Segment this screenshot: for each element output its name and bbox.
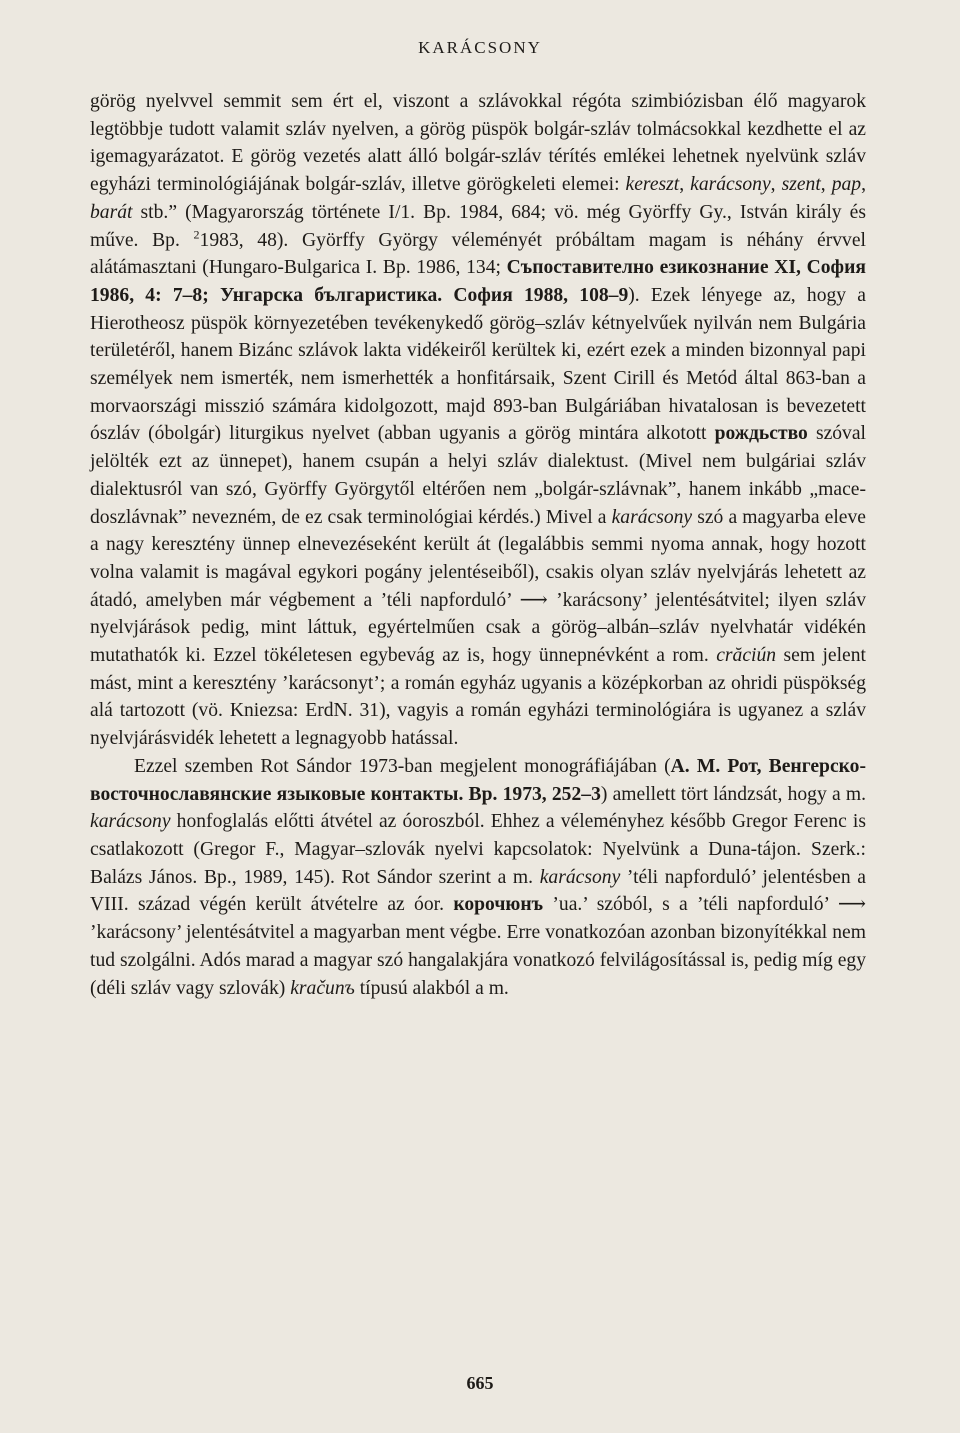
text-run: görög nyelvvel semmit sem ért el, viszont a szlávokkal régóta szimbiózisban élő magyarok legtöbbje tudott valamit szláv nyelven, a görög püspök bolgár-szláv tolmácsokkal kezdhette el az igemagyarázatot. E görög vezetés alatt álló bolgár-szláv térítés emlékei lehetnek nyelvünk szláv egyházi terminológiájának bolgár-szláv, illetve görögkeleti elemei:: [90, 91, 866, 196]
text-run: ,: [770, 174, 782, 196]
text-run: ’ua.’ szóból, s a ’téli napforduló’ ⟶ ’karácsony’ jelentésátvitel a magyarban ment végbe. Erre vonatkozóan azonban bizonyítékkal nem tud szolgálni. Adós marad a magyar szó hangalakjára vonatkozó felvilágosítással is, pedig míg egy (déli szláv vagy szlovák): [90, 894, 866, 999]
text-run: típusú alakból a m.: [354, 977, 509, 999]
italic-term: barát: [90, 201, 133, 223]
superscript: 2: [193, 226, 200, 241]
italic-term: kračunъ: [290, 977, 355, 999]
bold-term: корочюнъ: [453, 894, 544, 916]
text-run: szó a magyarba eleve a nagy keresztény ünnep elnevezéseként került át (legalábbis semmi nyoma annak, hogy hozott volna valamit is magával egykori pogány jelentéseiből), csakis olyan szláv nyelvjárás lehetett az átadó, amelyben már végbement a ’téli napforduló’ ⟶ ’karácsony’ jelentésátvitel; ilyen szláv nyelvjárások pedig, mint láttuk, egyértelműen csak a görög–albán–szláv nyelvhatár vidékén mutathatók ki. Ezzel tökéletesen egybevág az is, hogy ünnepnévként a rom.: [90, 506, 866, 667]
italic-term: karácsony: [690, 174, 771, 196]
bold-term: рождьство: [714, 423, 808, 445]
bold-citation: А. М. Рот, Венгерско-восточнославянские языковые контакты. Вр. 1973, 252–3: [90, 755, 866, 805]
text-run: szóval jelölték ezt az ünnepet), hanem csupán a helyi szláv dialektust. (Mivel nem bulgáriai szláv dialektusról van szó, Györffy Györgytől eltérően nem „bolgár-szlávnak”, hanem inkább „macedoszlávnak” nevezném, de ez csak terminológiai kérdés.) Mivel a: [90, 423, 866, 528]
italic-term: pap: [831, 174, 862, 196]
italic-term: crăciún: [716, 645, 777, 667]
text-run: ,: [820, 174, 832, 196]
italic-term: karácsony: [539, 866, 621, 888]
text-run: ,: [861, 174, 866, 196]
text-run: ) amellett tört lándzsát, hogy a m.: [600, 783, 866, 805]
italic-term: szent: [781, 174, 821, 196]
paragraph-2: [90, 753, 866, 1002]
running-head: KARÁCSONY: [418, 38, 542, 57]
text-run: stb.” (Magyarország története I/1. Bp. 1984, 684; vö. még Györffy Gy., István király és műve. Bp.: [90, 201, 866, 251]
page-number: 665: [466, 1373, 494, 1393]
bold-citation: Съпоставително езикознание XI, София 1986, 4: 7–8; Унгарска българистика. София 1988, 108–9: [90, 257, 866, 306]
text-run: honfoglalás előtti átvétel az óoroszból. Ehhez a véleményhez később Gregor Ferenc is csatlakozott (Gregor F., Magyar–szlovák nyelvi kapcsolatok: Nyelvünk a Duna-tájon. Szerk.: Balázs János. Bp., 1989, 145). Rot Sándor szerint a m.: [90, 811, 866, 888]
italic-term: karácsony: [90, 811, 171, 833]
text-run: ,: [679, 174, 691, 196]
text-run: ). Ezek lényege az, hogy a Hierotheosz püspök környezetében tevékenykedő görög–szláv kétnyelvűek nyilván nem Bulgária területéről, hanem Bizánc szlávok lakta vidékeiről kerültek ki, ezért ezek a minden bizonnyal papi személyek nem ismerték, nem ismerhették a honfitársaik, Szent Cirill és Metód által 863-ban a morvaországi misszió számára kidolgozott, majd 893-ban Bulgáriában hivatalosan is bevezetett ószláv (óbolgár) liturgikus nyelvet (abban ugyanis a görög mintára alkotott: [90, 284, 866, 445]
italic-term: karácsony: [611, 506, 693, 528]
body-text: [90, 88, 866, 1002]
italic-term: kereszt: [625, 174, 680, 196]
paragraph-1: [90, 88, 866, 753]
text-run: ’téli napforduló’ jelentésben a VIII. század végén került átvételre az óor.: [90, 866, 866, 916]
text-run: sem jelent mást, mint a keresztény ’karácsonyt’; a román egyház ugyanis a középkorban az ohridi püspökség alá tartozott (vö. Kniezsa: ErdN. 31), vagyis a román egyházi terminológiára is ugyanez a szláv nyelvjárásvidék lehetett a legnagyobb hatással.: [90, 645, 866, 750]
text-run: Ezzel szemben Rot Sándor 1973-ban megjelent monográfiájában (: [134, 755, 671, 777]
text-run: 1983, 48). Györffy György véleményét próbáltam magam is néhány érvvel alátámasztani (Hungaro-Bulgarica I. Bp. 1986, 134;: [90, 229, 866, 279]
